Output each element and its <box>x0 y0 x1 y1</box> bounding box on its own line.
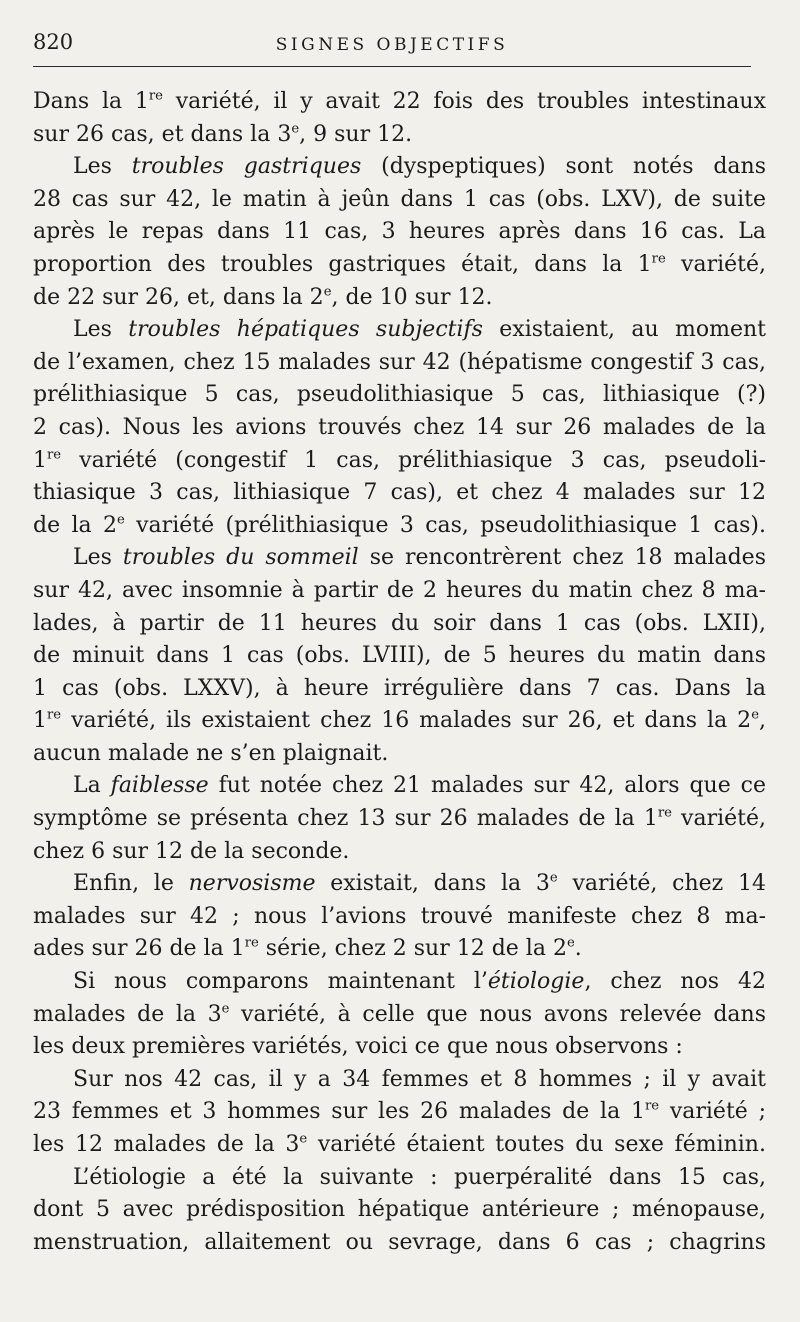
text-line: lades, à partir de 11 heures du soir dans 1 cas (obs. LXII), <box>33 610 766 636</box>
text-line: Les troubles hépatiques subjectifs existaient, au moment <box>73 317 766 343</box>
text-line: les 12 malades de la 3e variété étaient toutes du sexe féminin. <box>33 1131 766 1157</box>
text-line: 1 cas (obs. LXXV), à heure irrégulière dans 7 cas. Dans la <box>33 675 766 701</box>
text-line: Sur nos 42 cas, il y a 34 femmes et 8 hommes ; il y avait <box>73 1066 766 1092</box>
text-line: de 22 sur 26, et, dans la 2e, de 10 sur 12. <box>33 283 493 310</box>
header-rule <box>33 66 751 67</box>
text-line: thiasique 3 cas, lithiasique 7 cas), et chez 4 malades sur 12 <box>33 480 766 506</box>
text-line: Si nous comparons maintenant l’étiologie, chez nos 42 <box>73 969 766 995</box>
text-line: Les troubles gastriques (dyspeptiques) sont notés dans <box>73 154 766 180</box>
text-line: Dans la 1re variété, il y avait 22 fois des troubles intestinaux <box>33 88 766 114</box>
text-line: proportion des troubles gastriques était, dans la 1re variété, <box>33 251 767 277</box>
text-line: Enfin, le nervosisme existait, dans la 3e variété, chez 14 <box>73 870 767 897</box>
text-line: 23 femmes et 3 hommes sur les 26 malades de la 1re variété ; <box>33 1098 766 1125</box>
text-line: Les troubles du sommeil se rencontrèrent chez 18 malades <box>73 545 766 571</box>
text-line: prélithiasique 5 cas, pseudolithiasique 5 cas, lithiasique (?) <box>33 382 766 408</box>
text-line: de l’examen, chez 15 malades sur 42 (hépatisme congestif 3 cas, <box>33 349 766 375</box>
text-line: 2 cas). Nous les avions trouvés chez 14 sur 26 malades de la <box>33 414 766 440</box>
text-line: après le repas dans 11 cas, 3 heures après dans 16 cas. La <box>33 219 766 245</box>
text-line: dont 5 avec prédisposition hépatique antérieure ; ménopause, <box>33 1197 766 1223</box>
text-line: menstruation, allaitement ou sevrage, dans 6 cas ; chagrins <box>33 1229 766 1255</box>
text-line: aucun malade ne s’en plaignait. <box>33 740 389 766</box>
text-line: chez 6 sur 12 de la seconde. <box>33 838 350 864</box>
text-line: La faiblesse fut notée chez 21 malades sur 42, alors que ce <box>73 773 766 799</box>
text-line: 1re variété (congestif 1 cas, prélithiasique 3 cas, pseudoli- <box>33 446 766 473</box>
text-line: de minuit dans 1 cas (obs. LVIII), de 5 heures du matin dans <box>33 643 766 669</box>
text-line: malades sur 42 ; nous l’avions trouvé manifeste chez 8 ma- <box>33 903 766 929</box>
page-header <box>33 30 751 64</box>
text-line: ades sur 26 de la 1re série, chez 2 sur 12 de la 2e. <box>33 935 582 962</box>
text-line: les deux premières variétés, voici ce que nous observons : <box>33 1034 683 1060</box>
text-line: 1re variété, ils existaient chez 16 malades sur 26, et dans la 2e, <box>33 707 766 734</box>
body-text <box>33 86 766 1259</box>
text-line: symptôme se présenta chez 13 sur 26 malades de la 1re variété, <box>33 805 767 832</box>
text-line: sur 42, avec insomnie à partir de 2 heures du matin chez 8 ma- <box>33 577 766 603</box>
text-line: 28 cas sur 42, le matin à jeûn dans 1 cas (obs. LXV), de suite <box>33 186 766 212</box>
page-number: 820 <box>33 30 74 54</box>
text-line: malades de la 3e variété, à celle que nous avons relevée dans <box>33 1001 766 1027</box>
running-title: SIGNES OBJECTIFS <box>275 35 509 55</box>
text-line: sur 26 cas, et dans la 3e, 9 sur 12. <box>33 121 413 147</box>
text-line: L’étiologie a été la suivante : puerpéralité dans 15 cas, <box>73 1164 766 1190</box>
text-line: de la 2e variété (prélithiasique 3 cas, pseudolithiasique 1 cas). <box>33 512 766 538</box>
